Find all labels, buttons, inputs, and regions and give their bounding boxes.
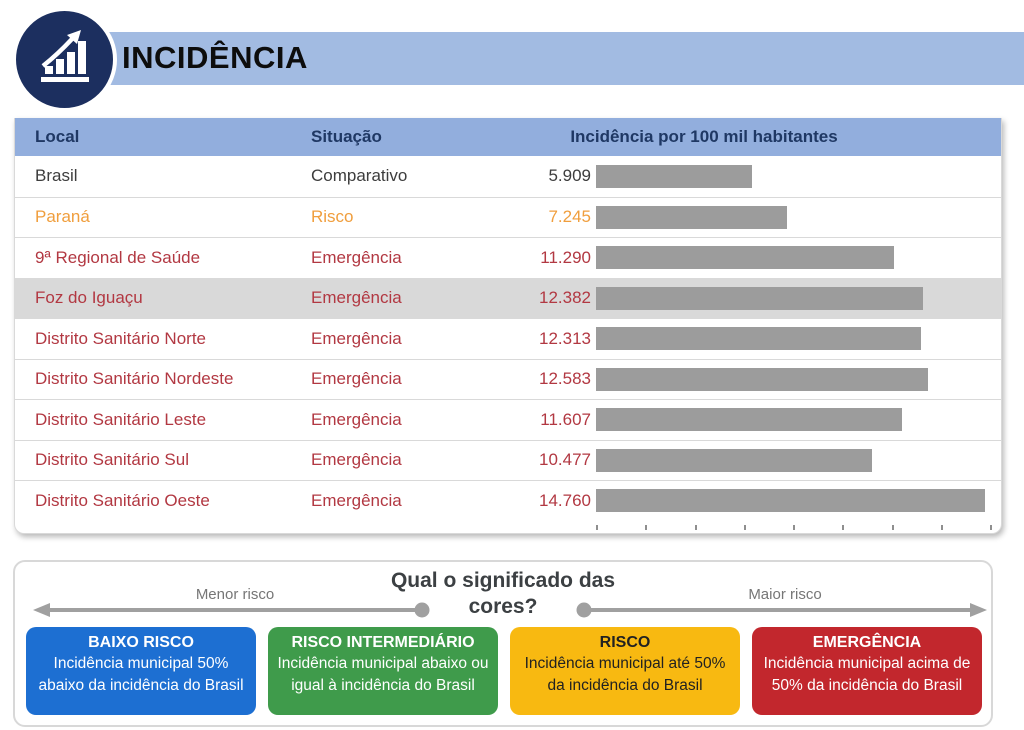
table-row[interactable] xyxy=(15,440,1001,481)
row-situacao-cell: Emergência xyxy=(311,288,402,308)
row-local-cell: Brasil xyxy=(35,166,78,186)
row-situacao-cell: Emergência xyxy=(311,490,402,510)
incidence-bar xyxy=(596,408,902,431)
row-value-cell: 7.245 xyxy=(548,207,591,227)
maior-risco-label: Maior risco xyxy=(748,586,822,603)
row-local-cell: Distrito Sanitário Nordeste xyxy=(35,369,234,389)
table-header-row xyxy=(15,118,1001,156)
table-row[interactable] xyxy=(15,156,1001,197)
legend-box-title: RISCO INTERMEDIÁRIO xyxy=(291,634,475,651)
row-value-cell: 12.583 xyxy=(539,369,591,389)
legend-box-title: RISCO xyxy=(599,634,651,651)
table-row[interactable] xyxy=(15,359,1001,400)
row-bar-cell xyxy=(591,368,1001,391)
color-legend-card xyxy=(13,560,993,727)
legend-title-line1: Qual o significado das xyxy=(390,569,616,592)
axis-tick xyxy=(744,525,746,530)
table-row[interactable] xyxy=(15,480,1001,521)
row-value-cell: 11.290 xyxy=(540,247,591,267)
row-local-cell: Distrito Sanitário Oeste xyxy=(35,490,210,510)
table-row[interactable] xyxy=(15,197,1001,238)
column-header-local[interactable]: Local xyxy=(35,127,80,146)
table-row[interactable] xyxy=(15,278,1001,319)
axis-tick xyxy=(842,525,844,530)
row-situacao-cell: Risco xyxy=(311,207,354,227)
row-bar-cell xyxy=(591,327,1001,350)
row-bar-cell xyxy=(591,246,1001,269)
row-local-cell: Distrito Sanitário Norte xyxy=(35,328,207,348)
page-title: INCIDÊNCIA xyxy=(122,40,308,75)
row-bar-cell xyxy=(591,489,1001,512)
legend-box-text: Incidência municipal acima de 50% da incidência do Brasil xyxy=(763,655,971,694)
row-local-cell: 9ª Regional de Saúde xyxy=(35,247,201,267)
legend-boxes xyxy=(26,627,982,715)
axis-tick xyxy=(941,525,943,530)
row-value-cell: 14.760 xyxy=(539,490,591,510)
legend-box-title: BAIXO RISCO xyxy=(88,634,194,651)
row-local-cell: Foz do Iguaçu xyxy=(35,288,143,308)
incidence-bar xyxy=(596,165,752,188)
left-arrow-icon xyxy=(33,602,431,618)
legend-title-line2: cores? xyxy=(468,595,538,618)
row-bar-cell xyxy=(591,206,1001,229)
row-bar-cell xyxy=(591,449,1001,472)
row-value-cell: 11.607 xyxy=(540,409,591,429)
row-value-cell: 12.382 xyxy=(539,288,591,308)
legend-box-risco xyxy=(510,627,740,715)
legend-box-text: Incidência municipal até 50% da incidência do Brasil xyxy=(524,655,726,694)
legend-box-risco-intermediario xyxy=(268,627,498,715)
row-bar-cell xyxy=(591,165,1001,188)
table-row[interactable] xyxy=(15,399,1001,440)
axis-tick xyxy=(596,525,598,530)
incidence-bar xyxy=(596,246,894,269)
row-value-cell: 10.477 xyxy=(539,450,591,470)
legend-box-text: Incidência municipal 50% abaixo da incidência do Brasil xyxy=(38,655,244,694)
menor-risco-label: Menor risco xyxy=(195,586,275,603)
row-situacao-cell: Emergência xyxy=(311,369,402,389)
column-header-incidencia[interactable]: Incidência por 100 mil habitantes xyxy=(570,127,838,146)
axis-tick xyxy=(793,525,795,530)
bar-axis-ticks xyxy=(596,525,992,531)
table-body xyxy=(15,156,1001,521)
row-situacao-cell: Emergência xyxy=(311,409,402,429)
axis-tick xyxy=(990,525,992,530)
incidence-table xyxy=(14,118,1002,534)
row-situacao-cell: Comparativo xyxy=(311,166,408,186)
right-arrow-icon xyxy=(575,602,987,618)
table-row[interactable] xyxy=(15,318,1001,359)
header-icon-badge xyxy=(12,7,117,112)
row-value-cell: 5.909 xyxy=(548,166,591,186)
row-value-cell: 12.313 xyxy=(539,328,591,348)
table-row[interactable] xyxy=(15,237,1001,278)
column-header-situacao[interactable]: Situação xyxy=(311,127,382,146)
legend-box-emergencia xyxy=(752,627,982,715)
axis-tick xyxy=(695,525,697,530)
incidence-bar xyxy=(596,327,921,350)
incidence-bar xyxy=(596,287,923,310)
row-local-cell: Paraná xyxy=(35,207,90,227)
row-situacao-cell: Emergência xyxy=(311,247,402,267)
legend-box-title: EMERGÊNCIA xyxy=(812,634,922,651)
row-bar-cell xyxy=(591,408,1001,431)
row-situacao-cell: Emergência xyxy=(311,328,402,348)
incidence-bar xyxy=(596,449,872,472)
bar-chart-trend-icon xyxy=(34,26,96,93)
axis-tick xyxy=(892,525,894,530)
incidence-bar xyxy=(596,206,787,229)
row-local-cell: Distrito Sanitário Sul xyxy=(35,450,190,470)
row-local-cell: Distrito Sanitário Leste xyxy=(35,409,207,429)
legend-box-baixo-risco xyxy=(26,627,256,715)
incidence-bar xyxy=(596,368,928,391)
row-bar-cell xyxy=(591,287,1001,310)
axis-tick xyxy=(645,525,647,530)
row-situacao-cell: Emergência xyxy=(311,450,402,470)
legend-box-text: Incidência municipal abaixo ou igual à incidência do Brasil xyxy=(277,655,489,694)
incidence-bar xyxy=(596,489,985,512)
